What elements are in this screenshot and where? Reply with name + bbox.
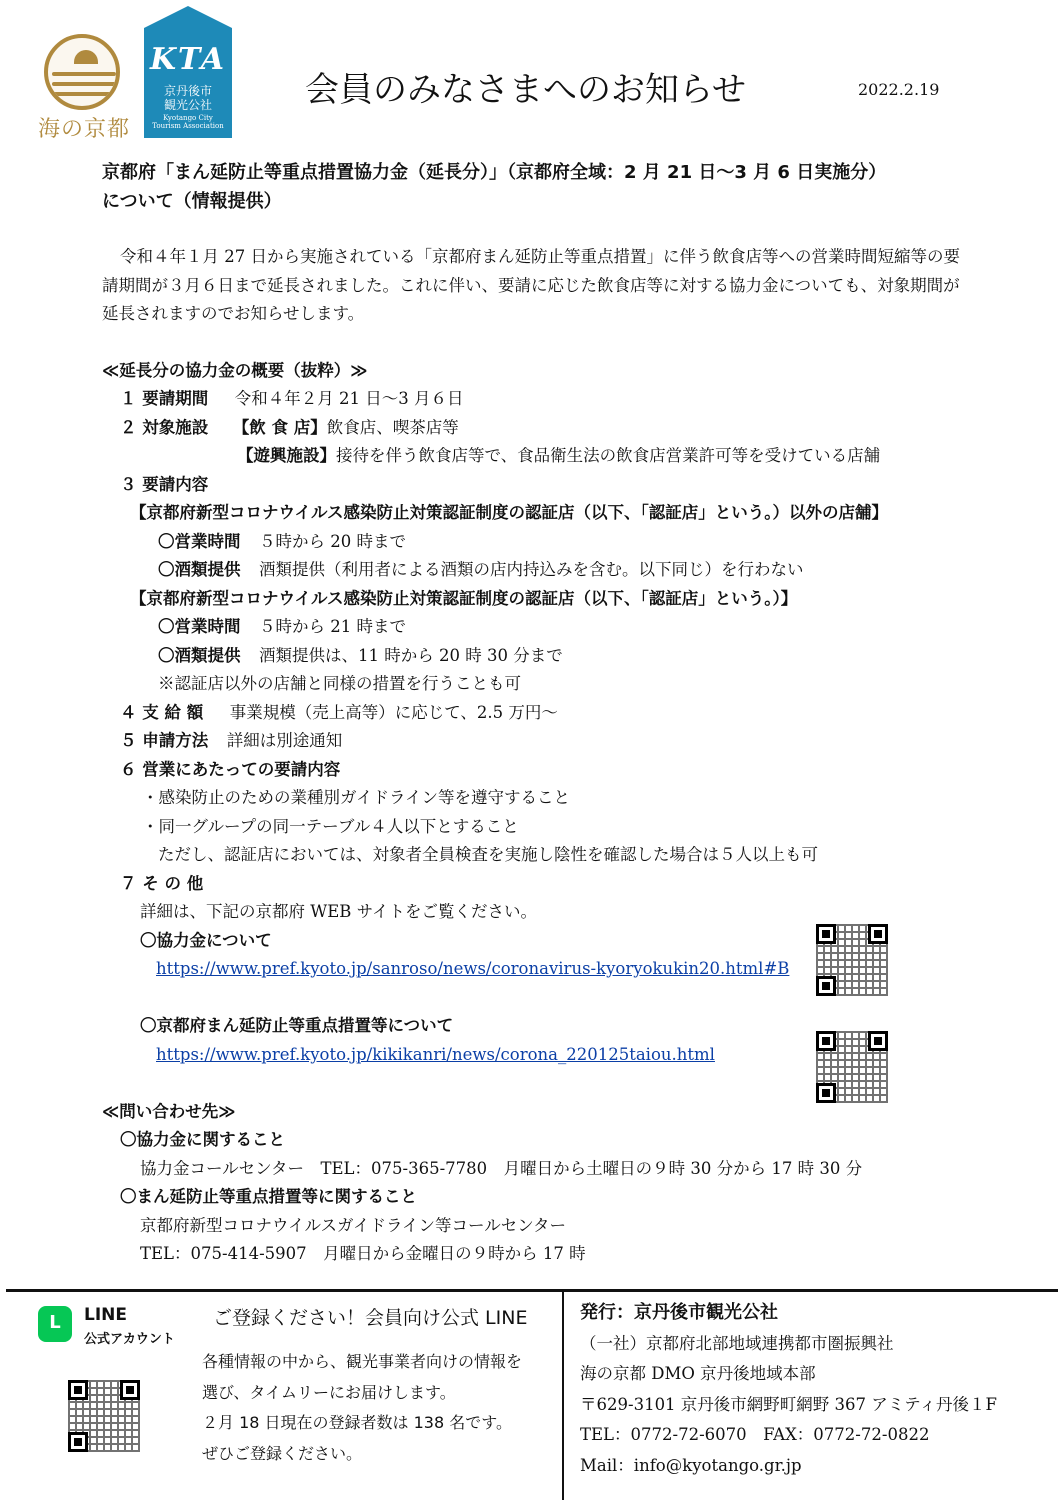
document-subject — [102, 158, 982, 216]
logo-kta-en2: Tourism Association — [152, 122, 224, 130]
logo-kta-line1: 京丹後市 — [163, 84, 212, 98]
qr-code-kyoryokukin[interactable] — [816, 924, 888, 996]
kyotango-tourism-logo — [144, 28, 232, 138]
item1-value: 令和４年２月 21 日〜3 月６日 — [234, 389, 464, 408]
logo-kta-en1: Kyotango City — [163, 114, 213, 122]
logo-umi-text: 海の京都 — [37, 117, 130, 142]
item2-a-value: 飲食店、喫茶店等 — [326, 418, 459, 437]
publisher-branch: 海の京都 DMO 京丹後地域本部 — [580, 1364, 816, 1383]
publisher-heading: 発行：京丹後市観光公社 — [580, 1302, 778, 1323]
publisher-org: （一社）京都府北部地域連携都市圏振興社 — [580, 1334, 894, 1353]
umi-no-kyoto-logo — [37, 34, 130, 142]
contact-1-label: 〇協力金に関すること — [120, 1130, 285, 1149]
publisher-phone-fax: TEL：0772-72-6070 FAX：0772-72-0822 — [580, 1425, 930, 1444]
line-register-body: 各種情報の中から、観光事業者向けの情報を 選び、タイムリーにお届けします。 ２月 18 日現在の登録者数は 138 名です。 ぜひご登録ください。 — [202, 1352, 523, 1463]
item-target-facilities — [120, 414, 459, 443]
item2-a-label: 【飲 食 店】 — [232, 418, 327, 437]
contact-2-value-1: 京都府新型コロナウイルスガイドライン等コールセンター — [140, 1216, 567, 1235]
subject-line-1: 京都府「まん延防止等重点措置協力金（延長分）」（京都府全域：2 月 21 日〜3 月 6 日実施分） — [102, 162, 887, 183]
publisher-email: Mail：info@kyotango.gr.jp — [580, 1456, 802, 1475]
item1-label: １ 要請期間 — [120, 389, 209, 408]
item2-b — [237, 442, 880, 471]
item3-g2-alcohol: 〇酒類提供 酒類提供は、11 時から 20 時 30 分まで — [158, 646, 563, 665]
qr-code-manenboshi[interactable] — [816, 1031, 888, 1103]
item-application-method: ５ 申請方法 詳細は別途通知 — [120, 731, 343, 750]
qr-code-line[interactable] — [68, 1380, 140, 1452]
item3-g1-hours: 〇営業時間 ５時から 20 時まで — [158, 532, 406, 551]
issue-date: 2022.2.19 — [858, 80, 940, 99]
line-official-account: 公式アカウント — [84, 1332, 175, 1347]
item6-bullet-2: ・同一グループの同一テーブル４人以下とすること — [142, 817, 519, 836]
contact-2-label: 〇まん延防止等重点措置等に関すること — [120, 1187, 417, 1206]
item3-g1-alcohol: 〇酒類提供 酒類提供（利用者による酒類の店内持込みを含む。以下同じ）を行わない — [158, 560, 804, 579]
manenboshi-link[interactable]: https://www.pref.kyoto.jp/kikikanri/news/corona_220125taiou.html — [156, 1045, 715, 1064]
item3-label: ３ 要請内容 — [120, 475, 209, 494]
logo-emblem — [44, 34, 120, 110]
item6-bullet-1: ・感染防止のための業種別ガイドライン等を遵守すること — [142, 788, 571, 807]
contact-heading: ≪問い合わせ先≫ — [102, 1102, 236, 1121]
item-request-period — [120, 385, 463, 414]
item3-group2: 【京都府新型コロナウイルス感染防止対策認証制度の認証店（以下、「認証店」という。）】 — [130, 589, 798, 608]
item2-b-value: 接待を伴う飲食店等で、食品衛生法の飲食店営業許可等を受けている店舗 — [336, 446, 881, 465]
item3-note: ※認証店以外の店舗と同様の措置を行うことも可 — [158, 674, 521, 693]
overview-heading: ≪延長分の協力金の概要（抜粋）≫ — [102, 361, 368, 380]
kyoryokukin-link[interactable]: https://www.pref.kyoto.jp/sanroso/news/coronavirus-kyoryokukin20.html#B — [156, 959, 790, 978]
item3-group1: 【京都府新型コロナウイルス感染防止対策認証制度の認証店（以下、「認証店」という。）以外の店舗】 — [130, 503, 889, 522]
publisher-address: 〒629-3101 京丹後市網野町網野 367 アミティ丹後１F — [580, 1395, 997, 1414]
line-wordmark: LINE — [84, 1305, 127, 1325]
contact-1-value: 協力金コールセンター TEL：075-365-7780 月曜日から土曜日の９時 30 分から 17 時 30 分 — [140, 1159, 863, 1178]
intro-paragraph: 令和４年１月 27 日から実施されている「京都府まん延防止等重点措置」に伴う飲食店等への営業時間短縮等の要請期間が３月６日まで延長されました。これに伴い、要請に応じた飲食店等に対する協力金についても、対象期間が延長されますのでお知らせします。 — [102, 247, 960, 323]
item2-b-label: 【遊興施設】 — [237, 446, 336, 465]
page-title: 会員のみなさまへのお知らせ — [305, 70, 746, 110]
line-app-icon: L — [38, 1306, 72, 1342]
item2-label: ２ 対象施設 — [120, 418, 209, 437]
footer-vertical-divider — [562, 1291, 564, 1500]
logo-kta-mark: KTA — [149, 42, 227, 77]
line-register-heading: ご登録ください！会員向け公式 LINE — [213, 1307, 528, 1329]
item7-label: ７ そ の 他 — [120, 874, 204, 893]
footer-divider — [6, 1289, 1058, 1292]
item-payment-amount: ４ 支 給 額 事業規模（売上高等）に応じて、2.5 万円〜 — [120, 703, 558, 722]
logo-kta-line2: 観光公社 — [163, 98, 212, 112]
item6-note: ただし、認証店においては、対象者全員検査を実施し陰性を確認した場合は５人以上も可 — [158, 845, 818, 864]
item7-text: 詳細は、下記の京都府 WEB サイトをご覧ください。 — [140, 902, 537, 921]
link2-label: 〇京都府まん延防止等重点措置等について — [140, 1016, 454, 1035]
item3-g2-hours: 〇営業時間 ５時から 21 時まで — [158, 617, 406, 636]
item6-label: ６ 営業にあたっての要請内容 — [120, 760, 341, 779]
contact-2-value-2: TEL：075-414-5907 月曜日から金曜日の９時から 17 時 — [140, 1244, 586, 1263]
subject-line-2: について（情報提供） — [102, 191, 282, 212]
link1-label: 〇協力金について — [140, 931, 272, 950]
